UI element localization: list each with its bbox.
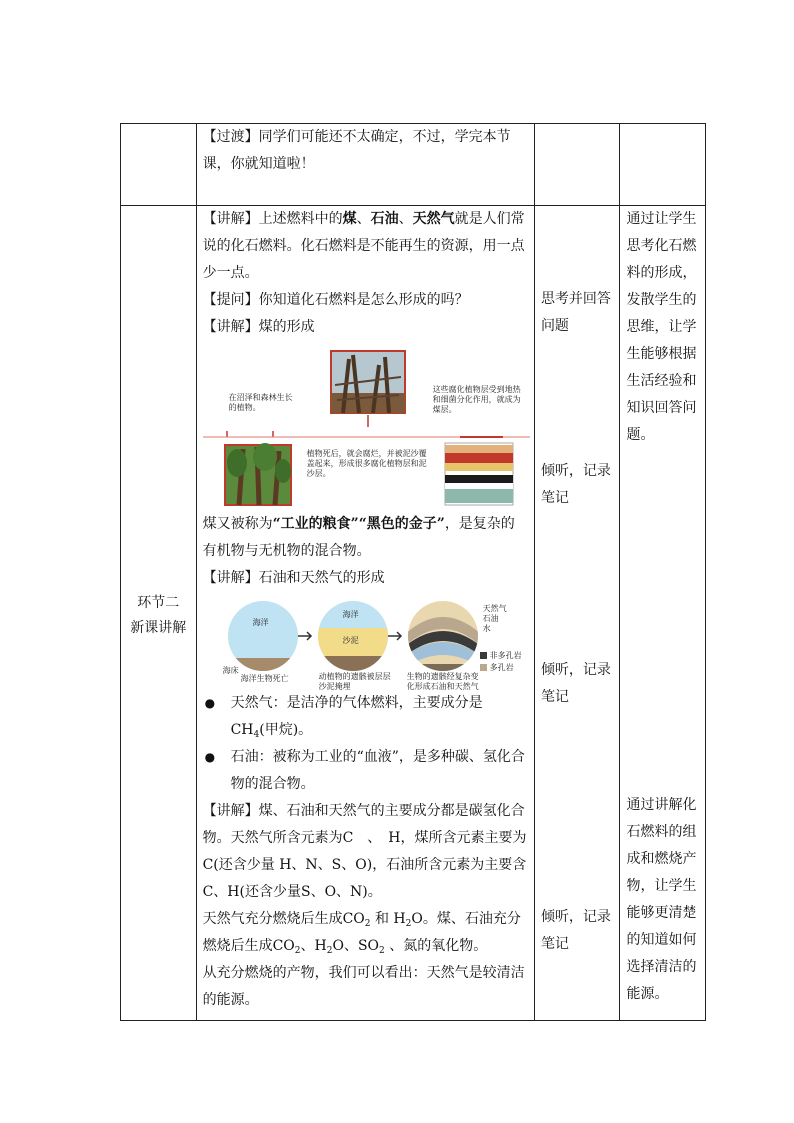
bullet-dot: ● [204, 696, 216, 710]
para-combustion-products [203, 906, 528, 960]
row-new-lesson [121, 206, 706, 1021]
caption-marine-death: 海洋生物死亡 [240, 674, 289, 683]
tag-explain: 【讲解】 [202, 570, 259, 586]
text-span: 从充分燃烧的产物，我们可以看出：天然气是较清洁的能源。 [202, 965, 525, 1008]
bold-coal: 煤 [342, 211, 357, 227]
student-activity-cell [534, 206, 620, 1021]
row-transition [121, 124, 706, 206]
ocean-label-1: 海洋 [252, 618, 269, 627]
student-activity-2: 倾听，记录笔记 [540, 463, 611, 506]
caption-oil-gas: 生物的遗骸经复杂变化形成石油和天然气 [406, 672, 479, 691]
coal-label-plants: 在沼泽和森林生长的植物。 [228, 393, 293, 412]
legend-porous: 多孔岩 [489, 663, 514, 672]
bold-gas: 天然气 [412, 211, 455, 227]
subscript: 4 [253, 730, 260, 740]
para-question [203, 287, 528, 314]
tag-question: 【提问】 [202, 292, 259, 308]
para-fossil-fuels [203, 206, 528, 287]
text-span: ，是复杂的有机物与无机物的混合物。 [202, 516, 515, 559]
ocean-label-2: 海洋 [342, 610, 359, 619]
text-span: 、 [398, 211, 413, 227]
tag-explain: 【讲解】 [202, 319, 259, 335]
subscript: 2 [326, 946, 333, 956]
coal-formation-figure [203, 345, 528, 509]
text-span: (甲烷)。 [259, 722, 313, 738]
student-activity-3: 倾听，记录笔记 [540, 662, 611, 705]
tag-explain: 【讲解】 [202, 803, 259, 819]
text-span: 煤、石油和天然气的主要成分都是碳氢化合物。天然气所含元素为C 、 H，煤所含元素主要为C(还含少量 H、N、S、O)，石油所含元素为主要含C、H(还含少量S、O、N)。 [202, 803, 527, 900]
coal-label-decay: 植物死后，就会腐烂，并被泥沙覆盖起来，形成很多腐化植物层和泥沙层。 [306, 449, 427, 478]
transition-text: 同学们可能还不太确定，不过，学完本节课，你就知道啦！ [202, 129, 511, 172]
bold-coal-nicknames: “工业的粮食”“黑色的金子” [272, 516, 445, 532]
text-span: 、氮的氧化物。 [384, 938, 488, 954]
bullet-text: 石油：被称为工业的“血液”，是多种碳、氢化合物的混合物。 [230, 749, 525, 792]
sand-label: 沙泥 [342, 636, 359, 645]
bullet-dot: ● [204, 750, 216, 764]
bold-oil: 石油 [370, 211, 399, 227]
text-span: 上述燃料中的 [258, 211, 343, 227]
legend-gas: 天然气 [482, 604, 507, 613]
text-span: 煤的形成 [258, 319, 315, 335]
text-span: O。煤、石油充分燃烧后生成CO [202, 911, 521, 954]
seabed-label: 海床 [222, 666, 239, 675]
design-intent-1: 通过让学生思考化石燃料的形成，发散学生的思维，让学生能够根据生活经验和知识回答问题。 [626, 211, 697, 443]
text-span: 你知道化石燃料是怎么形成的吗？ [258, 292, 469, 308]
text-span: 就是人们常说的化石燃料。化石燃料是不能再生的资源，用一点少一点。 [202, 211, 525, 281]
legend-oil: 石油 [482, 614, 499, 623]
para-oil-gas-formation [203, 565, 528, 592]
design-intent-2: 通过讲解化石燃料的组成和燃烧产物，让学生能够更清楚的知道如何选择清洁的能源。 [626, 797, 697, 1002]
coal-label-seam: 这些腐化植物层受到地热和细菌分化作用，就成为煤层。 [432, 385, 521, 414]
para-coal-formation [203, 314, 528, 341]
caption-buried: 动植物的遗骸被层层沙泥掩埋 [318, 672, 391, 691]
text-span: 、H [300, 938, 327, 954]
text-span: 石油和天然气的形成 [258, 570, 385, 586]
student-activity-4: 倾听，记录笔记 [540, 909, 611, 952]
subscript: 2 [379, 946, 385, 956]
student-cell-empty [534, 124, 620, 206]
text-span: 煤又被称为 [202, 516, 273, 532]
bullet-text [231, 690, 528, 744]
text-span: 天然气充分燃烧后生成CO [202, 911, 365, 927]
stage-cell [121, 206, 197, 1021]
bullet-natural-gas [203, 690, 528, 744]
subscript: 2 [405, 919, 412, 929]
oil-gas-formation-figure [203, 596, 528, 690]
stage-line-1: 环节二 [137, 595, 180, 611]
tag-transition: 【过渡】 [202, 129, 259, 145]
para-composition [203, 798, 528, 906]
design-intent-cell [620, 206, 706, 1021]
legend-water: 水 [482, 624, 491, 633]
coal-formation-illustration [203, 345, 530, 509]
text-span: O、SO [332, 938, 380, 954]
para-conclusion [203, 960, 528, 1018]
tag-explain: 【讲解】 [202, 211, 259, 227]
legend-nonporous: 非多孔岩 [489, 651, 522, 660]
subscript: 2 [294, 946, 301, 956]
stage-cell-empty [121, 124, 197, 206]
stage-line-2: 新课讲解 [130, 620, 187, 636]
para-coal-names [203, 511, 528, 565]
text-span: 、 [356, 211, 371, 227]
bullet-petroleum [203, 744, 528, 798]
content-cell-lesson [196, 206, 534, 1021]
content-cell-transition [196, 124, 534, 206]
text-span: 天然气：是洁净的气体燃料，主要成分是CH [230, 695, 483, 738]
subscript: 2 [364, 919, 371, 929]
student-activity-1: 思考并回答问题 [540, 291, 611, 334]
intent-cell-empty [620, 124, 706, 206]
text-span: 和 H [370, 911, 406, 927]
lesson-table [120, 123, 706, 1021]
